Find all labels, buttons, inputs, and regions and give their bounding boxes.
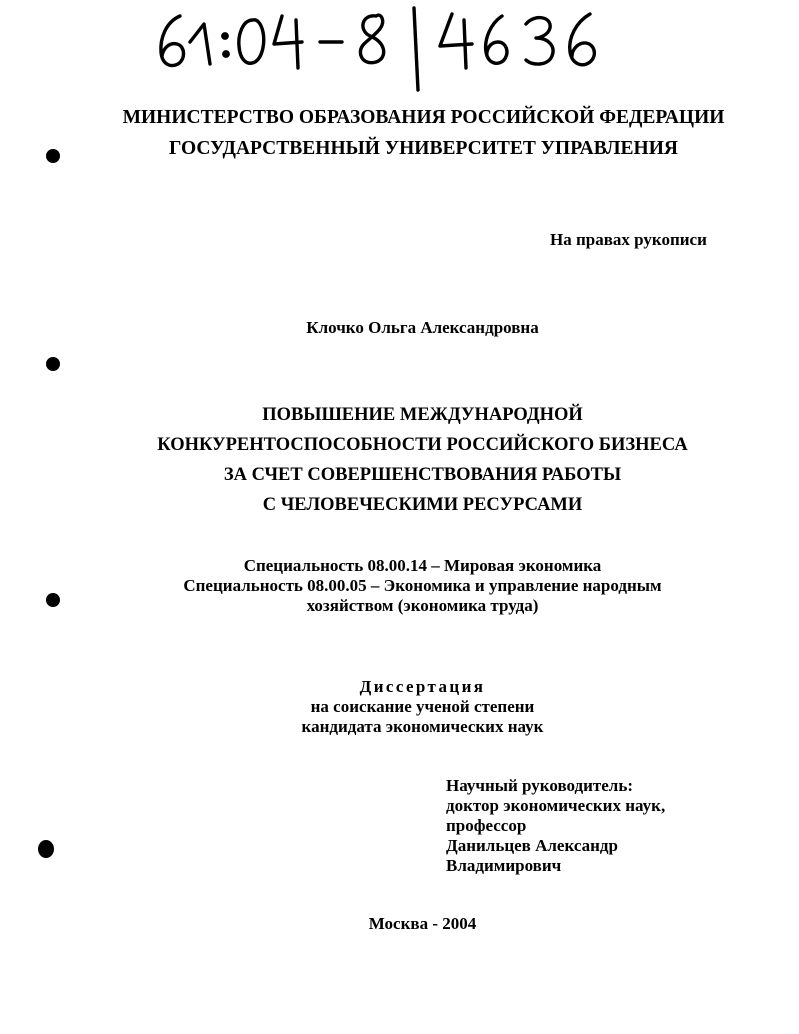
supervisor-name: Данильцев Александр [446, 836, 618, 855]
hw-digit-6 [161, 16, 184, 66]
binding-hole-4 [38, 840, 54, 858]
author-name: Клочко Ольга Александровна [306, 318, 539, 337]
hw-digit-4b [440, 14, 472, 68]
hw-digit-6b [486, 16, 507, 63]
hw-digit-6c [570, 14, 595, 65]
speciality-2: Специальность 08.00.05 – Экономика и управление народным [183, 576, 662, 595]
hw-digit-1 [190, 24, 210, 64]
binding-hole-2 [46, 357, 60, 371]
manuscript-note: На правах рукописи [550, 230, 707, 249]
hw-digit-4 [274, 16, 302, 68]
hw-colon-bottom [224, 52, 228, 56]
dissertation-field: кандидата экономических наук [301, 717, 544, 736]
university-name: ГОСУДАРСТВЕННЫЙ УНИВЕРСИТЕТ УПРАВЛЕНИЯ [169, 138, 678, 159]
hw-digit-0 [239, 20, 264, 63]
title-line-1: ПОВЫШЕНИЕ МЕЖДУНАРОДНОЙ [262, 405, 583, 425]
handwritten-archive-code [150, 2, 600, 92]
dissertation-label: Диссертация [359, 677, 486, 696]
title-line-2: КОНКУРЕНТОСПОСОБНОСТИ РОССИЙСКОГО БИЗНЕСА [157, 435, 688, 455]
title-line-4: С ЧЕЛОВЕЧЕСКИМИ РЕСУРСАМИ [262, 495, 583, 515]
hw-digit-8 [360, 15, 383, 63]
speciality-1: Специальность 08.00.14 – Мировая экономика [243, 556, 602, 575]
hw-digit-3 [526, 18, 553, 64]
supervisor-title: профессор [446, 816, 527, 835]
dissertation-degree: на соискание ученой степени [310, 697, 535, 716]
supervisor-patronymic: Владимирович [446, 856, 562, 875]
speciality-2-cont: хозяйством (экономика труда) [306, 596, 539, 615]
title-line-3: ЗА СЧЕТ СОВЕРШЕНСТВОВАНИЯ РАБОТЫ [223, 465, 622, 485]
hw-colon-top [223, 34, 227, 38]
city-year: Москва - 2004 [368, 914, 477, 933]
ministry-name: МИНИСТЕРСТВО ОБРАЗОВАНИЯ РОССИЙСКОЙ ФЕДЕРАЦИИ [122, 107, 725, 128]
supervisor-degree: доктор экономических наук, [446, 796, 666, 815]
hw-divider [414, 8, 418, 90]
supervisor-label: Научный руководитель: [446, 776, 633, 795]
